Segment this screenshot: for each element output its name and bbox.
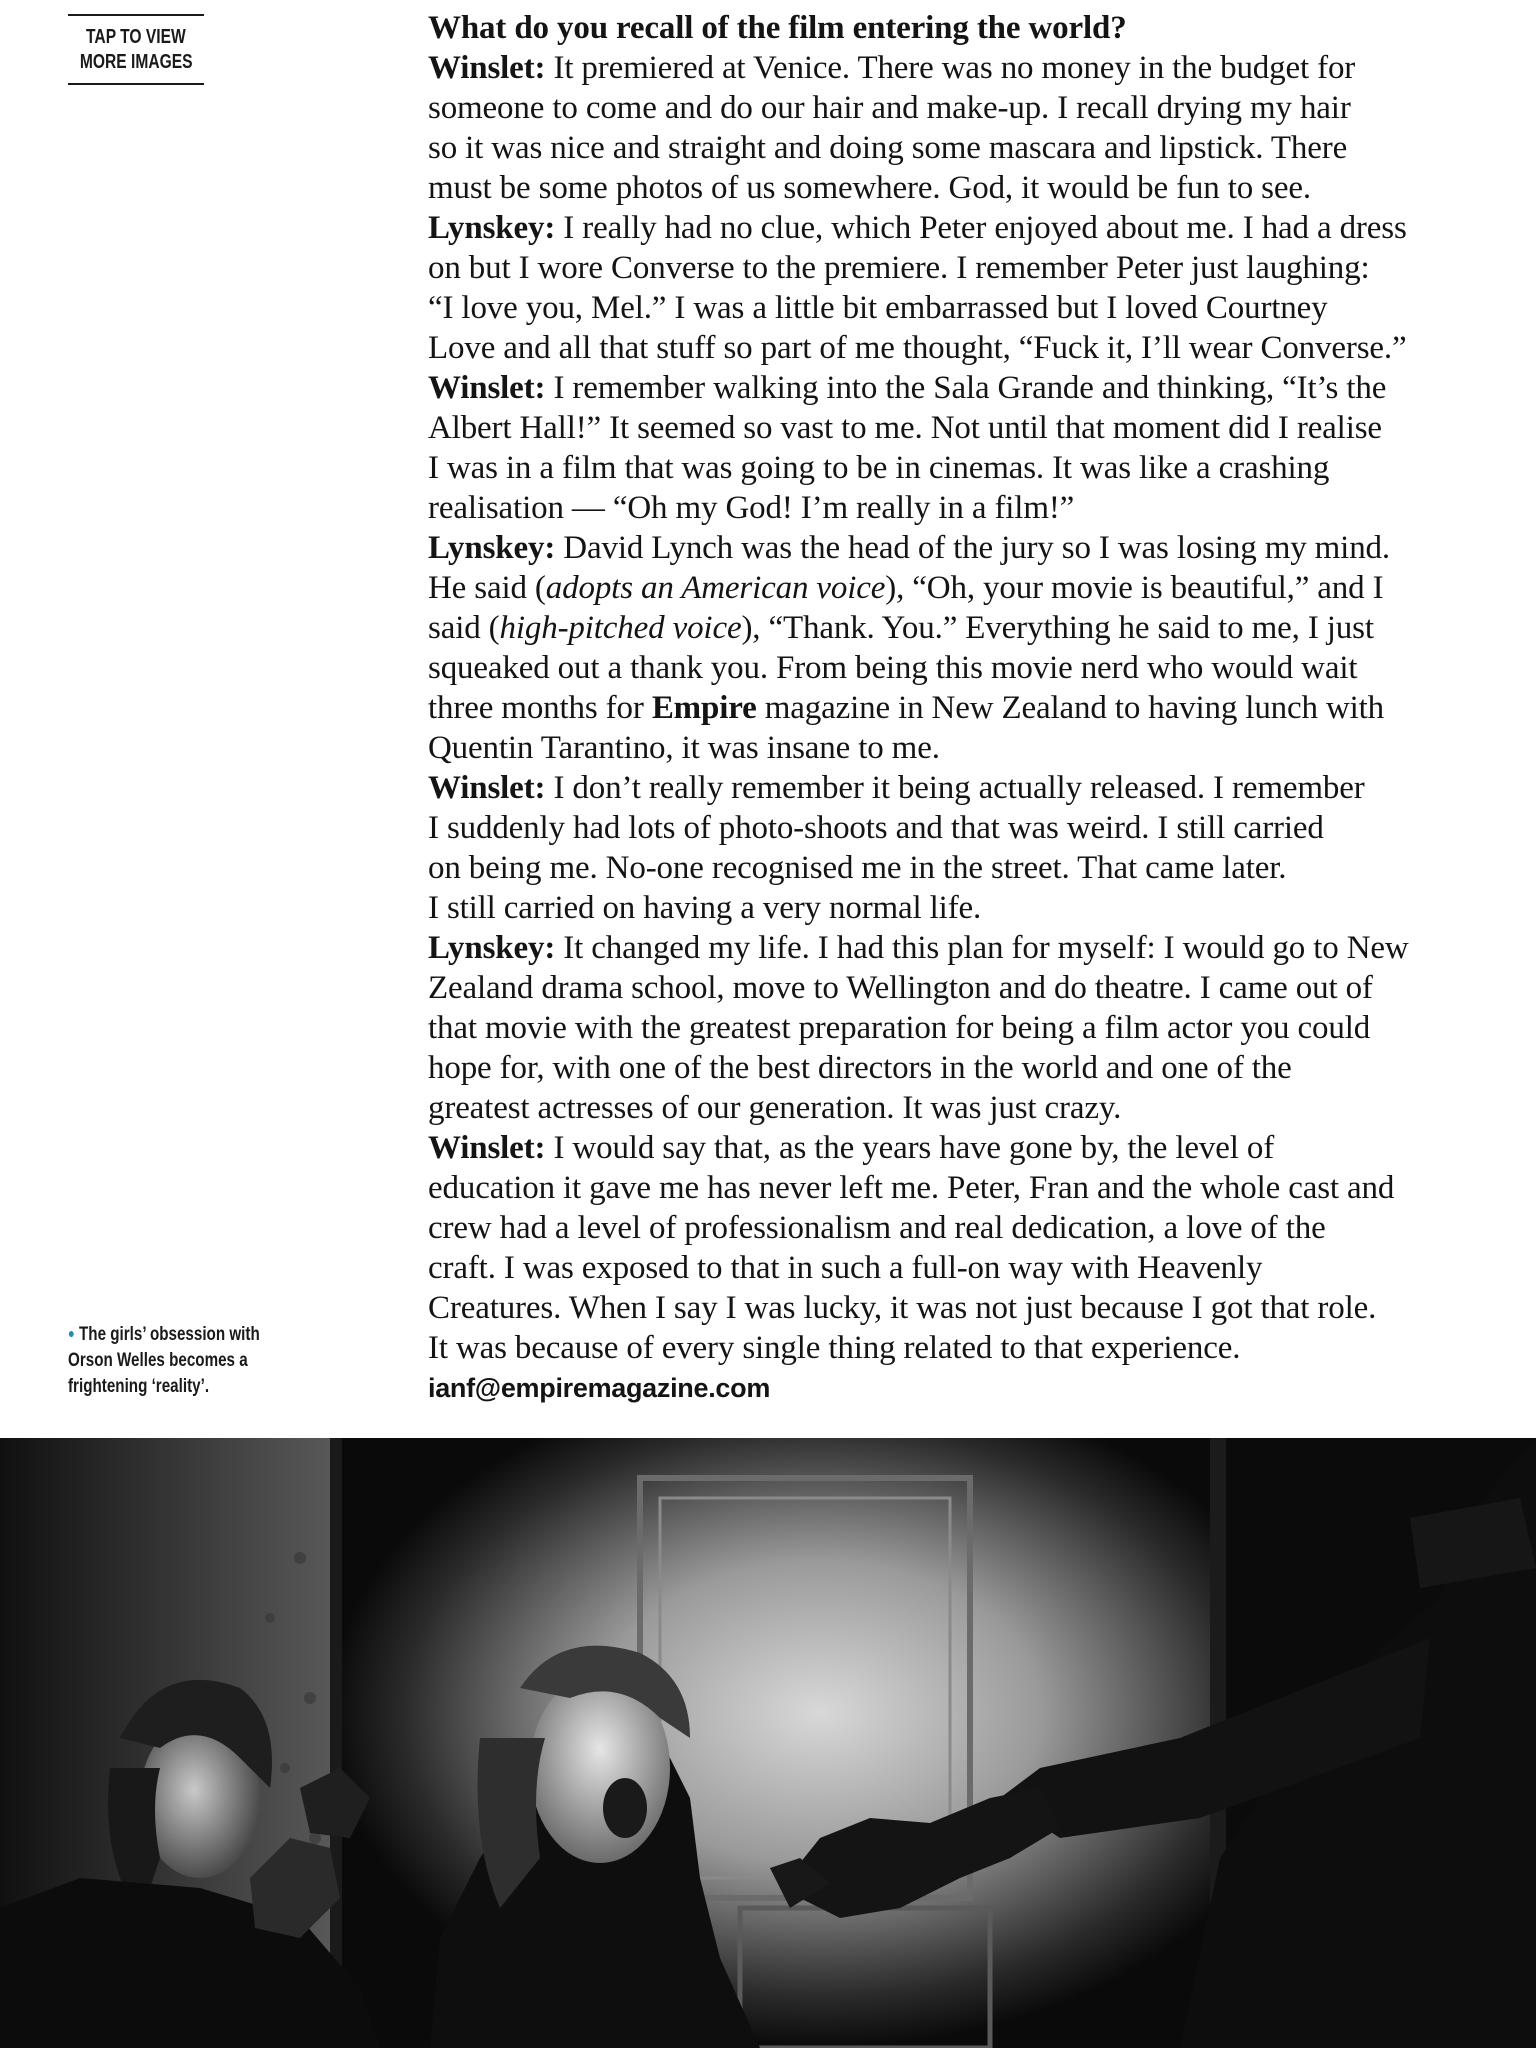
answer-text: education it gave me has never left me. Peter, Fran and the whole cast and (428, 1170, 1395, 1206)
answer-winslet-1 (428, 48, 1484, 208)
answer-text: “I love you, Mel.” I was a little bit embarrassed but I loved Courtney (428, 290, 1328, 326)
answer-text: I was in a film that was going to be in cinemas. It was like a crashing (428, 450, 1330, 486)
speaker-name: Winslet: (428, 1130, 546, 1166)
answer-lynskey-3 (428, 928, 1484, 1128)
answer-text: someone to come and do our hair and make-up. I recall drying my hair (428, 90, 1351, 126)
answer-text: so it was nice and straight and doing some mascara and lipstick. There (428, 130, 1348, 166)
answer-text: ), “Thank. You.” Everything he said to me, I just (741, 610, 1374, 646)
answer-text: Creatures. When I say I was lucky, it was not just because I got that role. (428, 1290, 1377, 1326)
answer-winslet-2 (428, 368, 1484, 528)
author-email-link[interactable]: ianf@empiremagazine.com (428, 1373, 771, 1403)
stage-direction: adopts an American voice (545, 570, 886, 606)
answer-text: realisation — “Oh my God! I’m really in a film!” (428, 490, 1075, 526)
answer-lynskey-1 (428, 208, 1484, 368)
answer-text: hope for, with one of the best directors in the world and one of the (428, 1050, 1292, 1086)
caption-line-3: frightening ‘reality’. (68, 1376, 210, 1397)
answer-text: said ( (428, 610, 500, 646)
answer-text: on being me. No-one recognised me in the street. That came later. (428, 850, 1287, 886)
caption-line-2: Orson Welles becomes a (68, 1350, 248, 1371)
answer-winslet-3 (428, 768, 1484, 928)
answer-text: Albert Hall!” It seemed so vast to me. Not until that moment did I realise (428, 410, 1382, 446)
answer-winslet-4 (428, 1128, 1484, 1368)
answer-text: David Lynch was the head of the jury so I was losing my mind. (555, 530, 1390, 566)
speaker-name: Winslet: (428, 370, 546, 406)
answer-text: He said ( (428, 570, 546, 606)
answer-text: I would say that, as the years have gone by, the level of (545, 1130, 1275, 1166)
answer-text: craft. I was exposed to that in such a full-on way with Heavenly (428, 1250, 1263, 1286)
tap-button-line-1: TAP TO VIEW (86, 25, 186, 48)
answer-text: Zealand drama school, move to Wellington and do theatre. I came out of (428, 970, 1373, 1006)
answer-text: crew had a level of professionalism and real dedication, a love of the (428, 1210, 1326, 1246)
answer-text: I still carried on having a very normal life. (428, 890, 982, 926)
answer-text: I remember walking into the Sala Grande and thinking, “It’s the (545, 370, 1387, 406)
answer-text: It was because of every single thing related to that experience. (428, 1330, 1241, 1366)
answer-text: that movie with the greatest preparation for being a film actor you could (428, 1010, 1371, 1046)
answer-text: ), “Oh, your movie is beautiful,” and I (885, 570, 1384, 606)
speaker-name: Lynskey: (428, 530, 556, 566)
answer-text: must be some photos of us somewhere. God, it would be fun to see. (428, 170, 1311, 206)
speaker-name: Lynskey: (428, 210, 556, 246)
stage-direction: high-pitched voice (499, 610, 742, 646)
interview-question: What do you recall of the film entering the world? (428, 10, 1127, 46)
speaker-name: Lynskey: (428, 930, 556, 966)
answer-lynskey-2 (428, 528, 1484, 768)
answer-text: I don’t really remember it being actually released. I remember (545, 770, 1365, 806)
answer-text: Love and all that stuff so part of me thought, “Fuck it, I’ll wear Converse.” (428, 330, 1407, 366)
caption-line-1: The girls’ obsession with (79, 1324, 260, 1345)
answer-text: magazine in New Zealand to having lunch with (756, 690, 1385, 726)
tap-button-line-2: MORE IMAGES (79, 50, 193, 73)
caption-bullet-icon: ● (68, 1325, 75, 1341)
answer-text: I suddenly had lots of photo-shoots and that was weird. I still carried (428, 810, 1324, 846)
answer-text: squeaked out a thank you. From being this movie nerd who would wait (428, 650, 1358, 686)
magazine-name: Empire (651, 690, 757, 726)
tap-to-view-more-images-button[interactable] (68, 14, 204, 85)
answer-text: on but I wore Converse to the premiere. I remember Peter just laughing: (428, 250, 1370, 286)
film-still-illustration (0, 1438, 1536, 2048)
answer-text: three months for (428, 690, 652, 726)
answer-text: It changed my life. I had this plan for myself: I would go to New (555, 930, 1409, 966)
speaker-name: Winslet: (428, 50, 546, 86)
photo-caption (68, 1322, 260, 1400)
answer-text: I really had no clue, which Peter enjoyed about me. I had a dress (555, 210, 1407, 246)
answer-text: It premiered at Venice. There was no money in the budget for (545, 50, 1356, 86)
speaker-name: Winslet: (428, 770, 546, 806)
answer-text: greatest actresses of our generation. It was just crazy. (428, 1090, 1122, 1126)
film-still-photo (0, 1438, 1536, 2048)
answer-text: Quentin Tarantino, it was insane to me. (428, 730, 940, 766)
interview-article (428, 8, 1484, 1406)
